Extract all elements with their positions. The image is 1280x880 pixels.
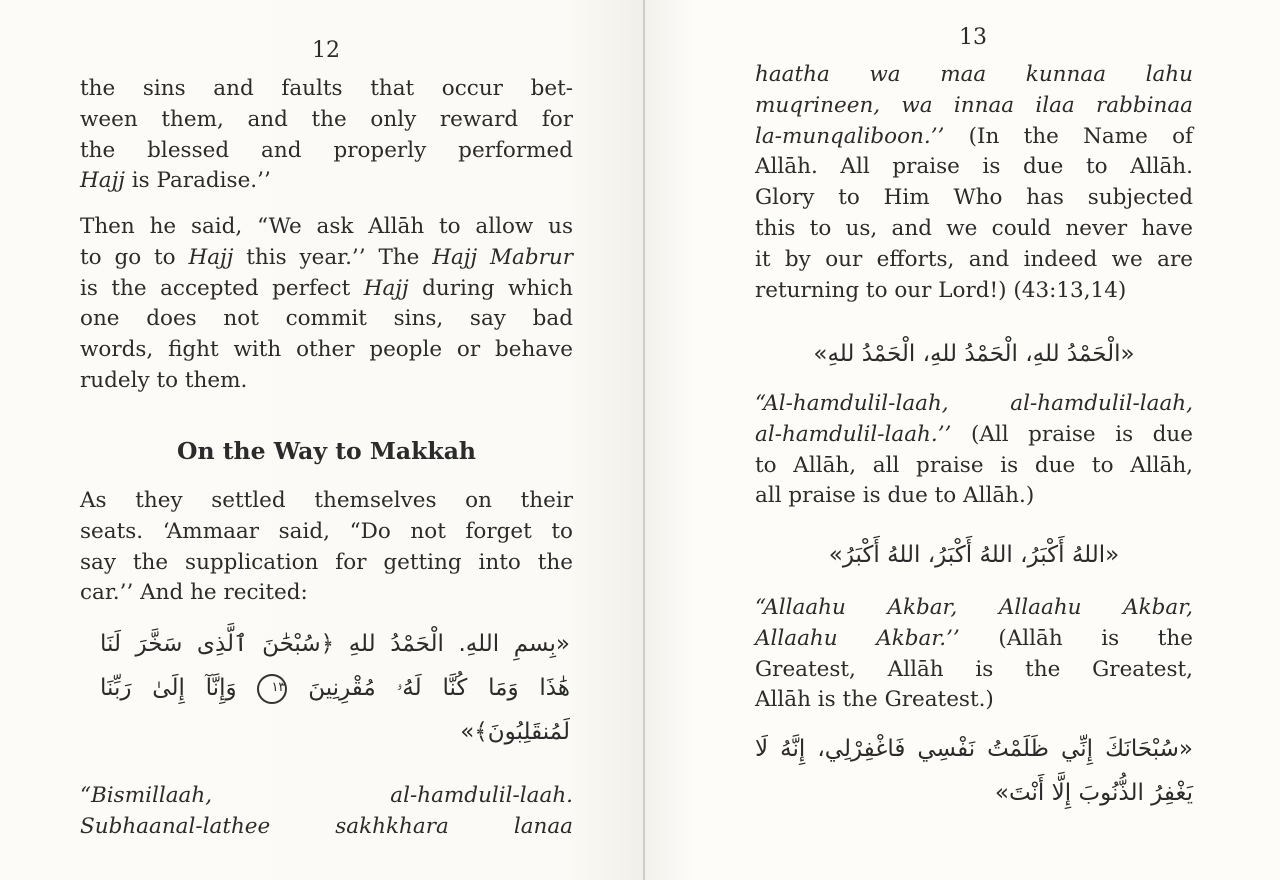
right-paragraph-1 — [755, 60, 1193, 306]
text-line — [80, 166, 573, 197]
italic-term: Hajj — [363, 275, 409, 301]
text-line: car.’’ And he recited: — [80, 580, 308, 606]
italic-term: la-munqaliboon.’’ — [755, 123, 945, 149]
text-fragment: (All praise is due — [951, 421, 1193, 447]
arabic-allahu-akbar: «اللهُ أَكْبَرُ، اللهُ أَكْبَرُ، اللهُ أَكْبَرُ» — [828, 542, 1120, 568]
text-fragment: during which — [408, 275, 573, 301]
text-fragment: (Allāh is the — [959, 625, 1193, 651]
text-line: muqrineen, wa innaa ilaa rabbinaa — [755, 92, 1193, 118]
page-number-right: 13 — [959, 25, 987, 50]
text-line: Subhaanal-lathee sakhkhara lanaa — [80, 813, 573, 839]
arabic-subhanaka — [755, 727, 1193, 815]
arabic-alhamdulillah: «الْحَمْدُ للهِ، الْحَمْدُ للهِ، الْحَمْدُ للهِ» — [813, 341, 1135, 367]
arabic-line — [100, 666, 570, 710]
text-fragment: is Paradise.’’ — [124, 168, 271, 194]
text-line — [80, 274, 573, 305]
arabic-fragment: هَٰذَا وَمَا كُنَّا لَهُۥ مُقْرِنِينَ — [308, 675, 571, 701]
text-line: rudely to them. — [80, 367, 248, 393]
text-line: to Allāh, all praise is due to Allāh, — [755, 452, 1193, 478]
arabic-supplication-travel — [100, 622, 570, 754]
text-line — [755, 624, 1193, 655]
text-line: Then he said, “We ask Allāh to allow us — [80, 214, 573, 239]
text-line: all praise is due to Allāh.) — [755, 483, 1035, 509]
arabic-line: «بِسمِ اللهِ. الْحَمْدُ للهِ ﴿سُبْحَٰنَ ٱلَّذِى سَخَّرَ لَنَا — [100, 631, 570, 657]
left-paragraph-1 — [80, 74, 573, 197]
text-line: Glory to Him Who has subjected — [755, 185, 1193, 211]
text-line: ween them, and the only reward for — [80, 106, 573, 132]
arabic-line: لَمُنقَلِبُونَ﴾» — [460, 719, 570, 745]
text-line: words, fight with other people or behave — [80, 337, 573, 363]
page-number-left: 12 — [312, 38, 340, 63]
text-line: “Al-hamdulil-laah, al-hamdulil-laah, — [755, 391, 1193, 416]
text-line: it by our efforts, and indeed we are — [755, 246, 1193, 272]
text-line: the sins and faults that occur bet- — [80, 76, 573, 101]
text-line: the blessed and properly performed — [80, 137, 573, 163]
ayah-number-marker: ١٣ — [257, 674, 287, 704]
arabic-line: «سُبْحَانَكَ إِنِّي ظَلَمْتُ نَفْسِي فَاغْفِرْلِي، إِنَّهُ لَا — [755, 736, 1193, 762]
text-line: As they settled themselves on their — [80, 488, 573, 513]
section-heading: On the Way to Makkah — [176, 437, 477, 465]
text-fragment: this year.’’ The — [233, 244, 433, 270]
left-paragraph-2 — [80, 212, 573, 397]
text-line: one does not commit sins, say bad — [80, 306, 573, 332]
text-line: this to us, and we could never have — [755, 215, 1193, 241]
text-line: seats. ‘Ammaar said, “Do not forget to — [80, 518, 573, 544]
left-transliteration — [80, 781, 573, 843]
text-line: returning to our Lord!) (43:13,14) — [755, 277, 1127, 303]
text-line: Greatest, Allāh is the Greatest, — [755, 656, 1193, 682]
text-line: Allāh is the Greatest.) — [755, 687, 994, 713]
text-line: “Bismillaah, al-hamdulil-laah. — [80, 783, 573, 808]
text-line — [755, 420, 1193, 451]
text-fragment: is the accepted perfect — [80, 275, 364, 301]
text-line: say the supplication for getting into the — [80, 549, 573, 575]
text-line: haatha wa maa kunnaa lahu — [755, 62, 1193, 87]
italic-term: al-hamdulil-laah.’’ — [755, 421, 952, 447]
italic-term: Hajj — [80, 168, 125, 194]
text-line: Allāh. All praise is due to Allāh. — [755, 154, 1193, 180]
right-paragraph-3 — [755, 593, 1193, 716]
italic-term: Hajj Mabrur — [432, 244, 573, 270]
text-fragment: to go to — [80, 244, 189, 270]
text-line — [80, 243, 573, 274]
text-fragment: (In the Name of — [944, 123, 1193, 149]
arabic-fragment: وَإِنَّآ إِلَىٰ رَبِّنَا — [100, 675, 237, 701]
text-line: “Allaahu Akbar, Allaahu Akbar, — [755, 595, 1193, 620]
arabic-line: يَغْفِرُ الذُّنُوبَ إِلَّا أَنْتَ» — [994, 780, 1193, 806]
italic-term: Allaahu Akbar.’’ — [755, 625, 960, 651]
page-gutter — [643, 0, 645, 880]
text-line — [755, 122, 1193, 153]
italic-term: Hajj — [188, 244, 234, 270]
right-paragraph-2 — [755, 389, 1193, 512]
left-paragraph-3 — [80, 486, 573, 609]
